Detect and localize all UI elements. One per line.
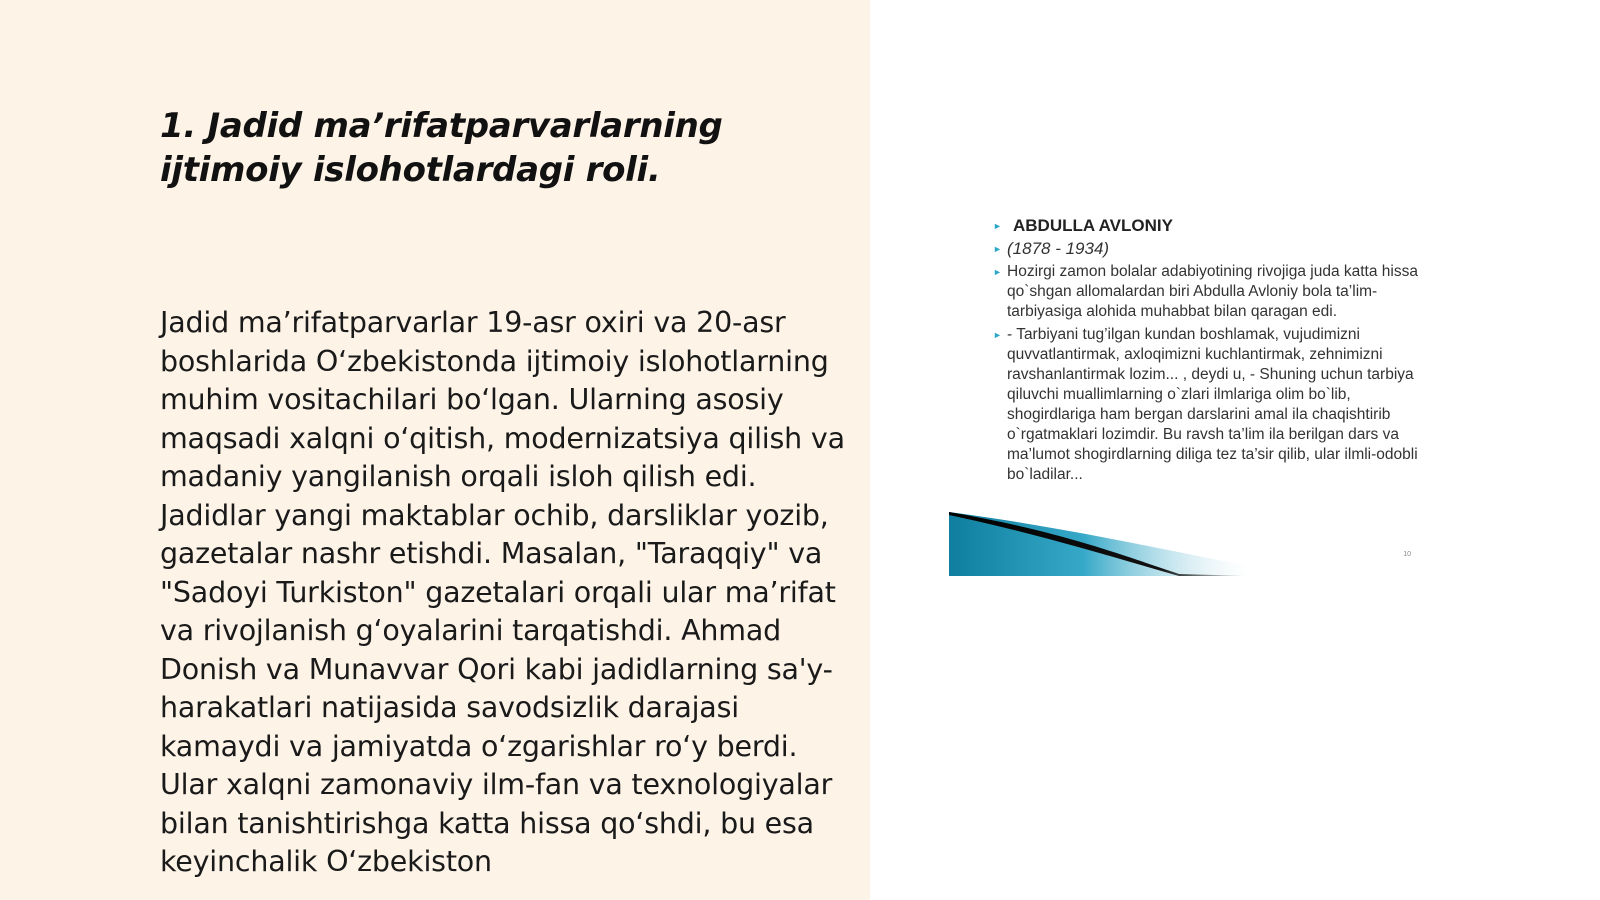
bullet-arrow-icon: ► bbox=[993, 221, 1002, 231]
inset-item-description bbox=[993, 262, 1423, 322]
inset-item-text: (1878 - 1934) bbox=[1007, 239, 1110, 258]
bullet-arrow-icon: ► bbox=[993, 244, 1002, 254]
inset-page-number: 10 bbox=[1403, 551, 1411, 558]
inset-item-quote bbox=[993, 325, 1423, 485]
inset-bullet-list bbox=[993, 216, 1423, 488]
inset-item-years bbox=[993, 239, 1423, 259]
slide-title: 1. Jadid ma’rifatparvarlarning ijtimoiy islohotlardagi roli. bbox=[160, 106, 723, 190]
bullet-arrow-icon: ► bbox=[993, 267, 1002, 277]
inset-item-name bbox=[993, 216, 1423, 236]
slide-body-text: Jadid ma’rifatparvarlar 19-asr oxiri va 20-asr boshlarida O‘zbekistonda ijtimoiy islohotlarning muhim vositachilari bo‘lgan. Ularning asosiy maqsadi xalqni o‘qitish, modernizatsiya qilish va madaniy yangilanish orqali isloh qilish edi. Jadidlar yangi maktablar ochib, darsliklar yozib, gazetalar nashr etishdi. Masalan, "Taraqqiy" va "Sadoyi Turkiston" gazetalari orqali ular ma’rifat va rivojlanish g‘oyalarini tarqatishdi. Ahmad Donish va Munavvar Qori kabi jadidlarning sa'y-harakatlari natijasida savodsizlik darajasi kamaydi va jamiyatda o‘zgarishlar ro‘y berdi. Ular xalqni zamonaviy ilm-fan va texnologiyalar bilan tanishtirishga katta hissa qo‘shdi, bu esa keyinchalik O‘zbekiston bbox=[160, 306, 845, 878]
decorative-wave bbox=[949, 506, 1439, 576]
bullet-arrow-icon: ► bbox=[993, 330, 1002, 340]
inset-item-text: Hozirgi zamon bolalar adabiyotining rivojiga juda katta hissa qo`shgan allomalardan biri Abdulla Avloniy bola ta’lim-tarbiyasiga alohida muhabbat bilan qaragan edi. bbox=[1007, 263, 1418, 320]
inset-item-text: ABDULLA AVLONIY bbox=[1013, 216, 1173, 235]
inset-item-text: - Tarbiyani tug’ilgan kundan boshlamak, vujudimizni quvvatlantirmak, axloqimizni kuchlantirmak, zehnimizni ravshanlantirmak lozim... , deydi u, - Shuning uchun tarbiya qiluvchi muallimlarning o`zlari ilmlariga olim bo`lib, shogirdlariga ham bergan darslarini amal ila chaqishtirib o`rgatmaklari lozimdir. Bu ravsh ta’lim ila berilgan dars va ma’lumot shogirdlarning diliga tez ta’sir qilib, ular ilmli-odobli bo`ladilar... bbox=[1007, 326, 1418, 483]
embedded-slide-image bbox=[949, 210, 1439, 576]
